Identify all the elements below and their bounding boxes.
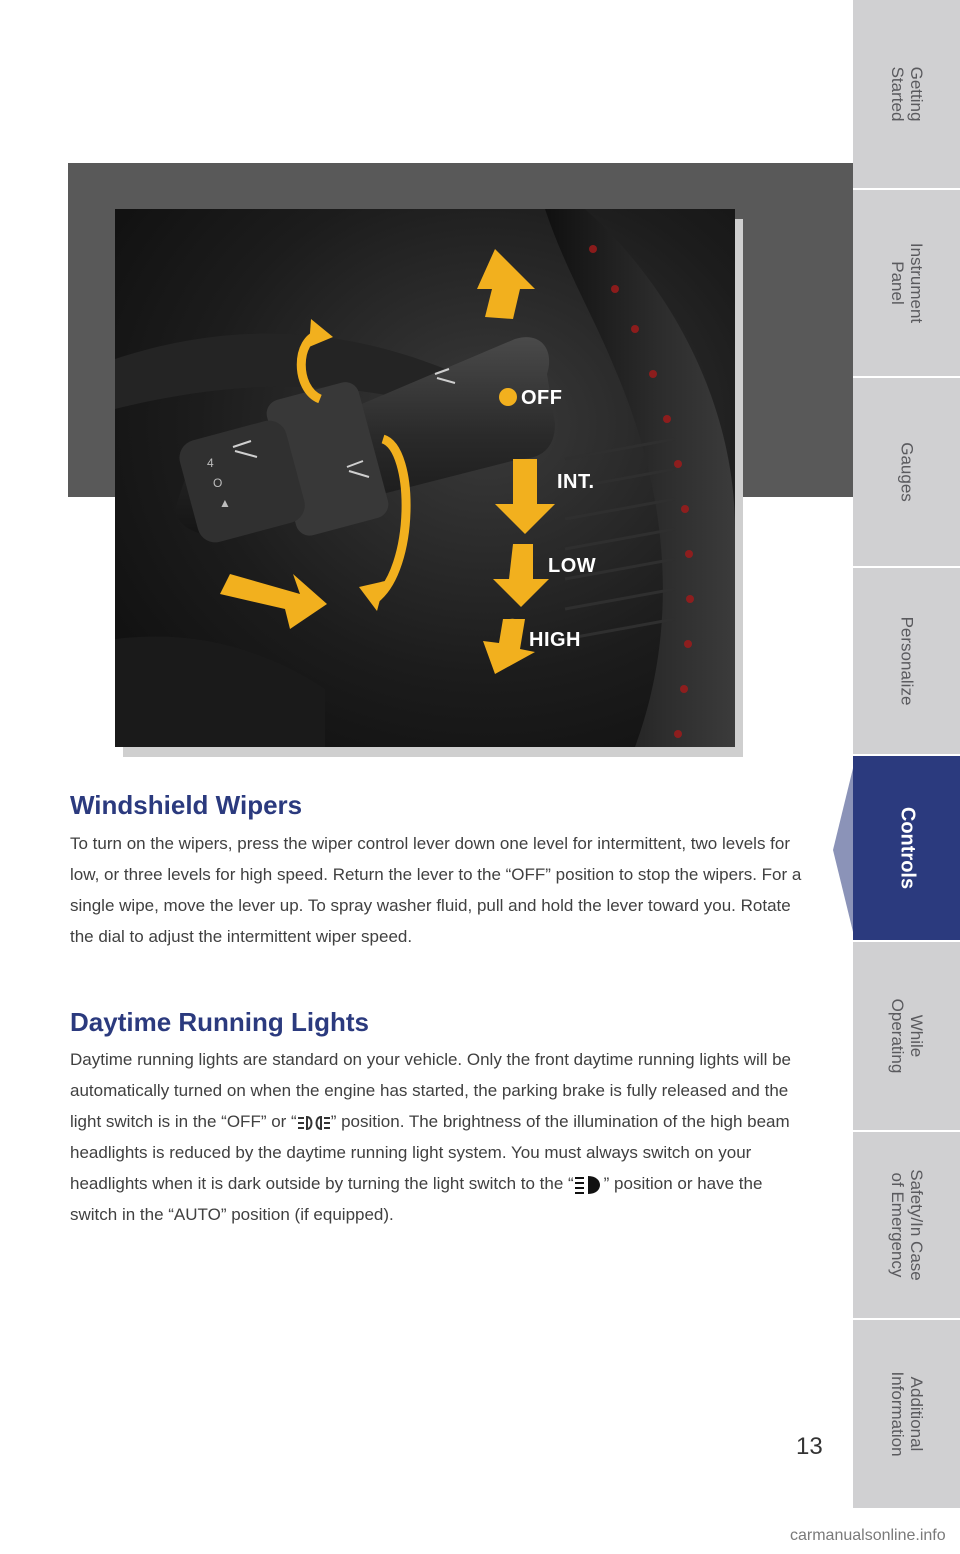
svg-text:4: 4 (207, 456, 214, 470)
drl-heading: Daytime Running Lights (70, 1007, 369, 1037)
headlight-icon (574, 1174, 604, 1196)
wiper-lever-photo (115, 209, 735, 747)
tab-additional-information[interactable] (853, 1320, 960, 1510)
low-label: LOW (548, 555, 597, 577)
wipers-body-text: To turn on the wipers, press the wiper control lever down one level for intermittent, two levels for low, or three levels for high speed. Return the lever to the “OFF” position to stop the wipers. For a single wipe, move the lever up. To spray washer fluid, pull and hold the lever toward you. Rotate the dial to adjust the intermittent wiper speed. (70, 834, 802, 946)
tab-label: Getting Started (887, 66, 926, 122)
tab-instrument-panel[interactable] (853, 190, 960, 378)
active-tab-pointer (833, 760, 855, 940)
tab-label: Controls (896, 806, 918, 890)
high-label: HIGH (529, 629, 581, 651)
drl-body (70, 1044, 810, 1230)
drl-body-part1: Daytime running lights are standard on your vehicle. Only the front daytime running lights will be automatically turned on when the engine has started, the parking brake is fully released and the light switch is in the “OFF” or “ (70, 1050, 791, 1131)
parking-lights-icon (297, 1114, 331, 1132)
position-number-3: 3 (503, 613, 519, 644)
svg-text:▲: ▲ (219, 496, 231, 510)
wiper-lever-illustration (115, 209, 735, 747)
tab-label: Instrument Panel (887, 242, 926, 324)
tab-label: Gauges (897, 442, 916, 502)
wipers-body (70, 828, 810, 952)
page-number: 13 (796, 1433, 823, 1460)
tab-safety-emergency[interactable] (853, 1132, 960, 1320)
tab-personalize[interactable] (853, 568, 960, 756)
watermark-footer: carmanualsonline.info (790, 1527, 946, 1544)
position-number-2: 2 (516, 539, 532, 570)
wipers-heading: Windshield Wipers (70, 790, 303, 820)
drl-body-part2: ” position. The brightness of the illumination of the high beam headlights is reduced by the daytime running light system. You must always switch on your headlights when it is dark outside by turning the light switch to the “ (70, 1112, 790, 1193)
tab-label: Personalize (897, 616, 916, 706)
tab-getting-started[interactable] (853, 0, 960, 190)
drl-body-part3: ” position or have the switch in the “AUTO” position (if equipped). (70, 1174, 763, 1224)
tab-label: Additional Information (887, 1371, 926, 1457)
svg-text:O: O (213, 476, 223, 490)
tab-while-operating[interactable] (853, 942, 960, 1132)
section-sidebar (853, 0, 960, 1554)
tab-controls[interactable] (853, 756, 960, 942)
tab-label: Safety/In Case of Emergency (887, 1169, 926, 1281)
position-number-1: 1 (516, 464, 532, 495)
off-label: OFF (521, 387, 563, 409)
tab-gauges[interactable] (853, 378, 960, 568)
tab-label: While Operating (887, 998, 926, 1074)
int-label: INT. (557, 471, 595, 493)
